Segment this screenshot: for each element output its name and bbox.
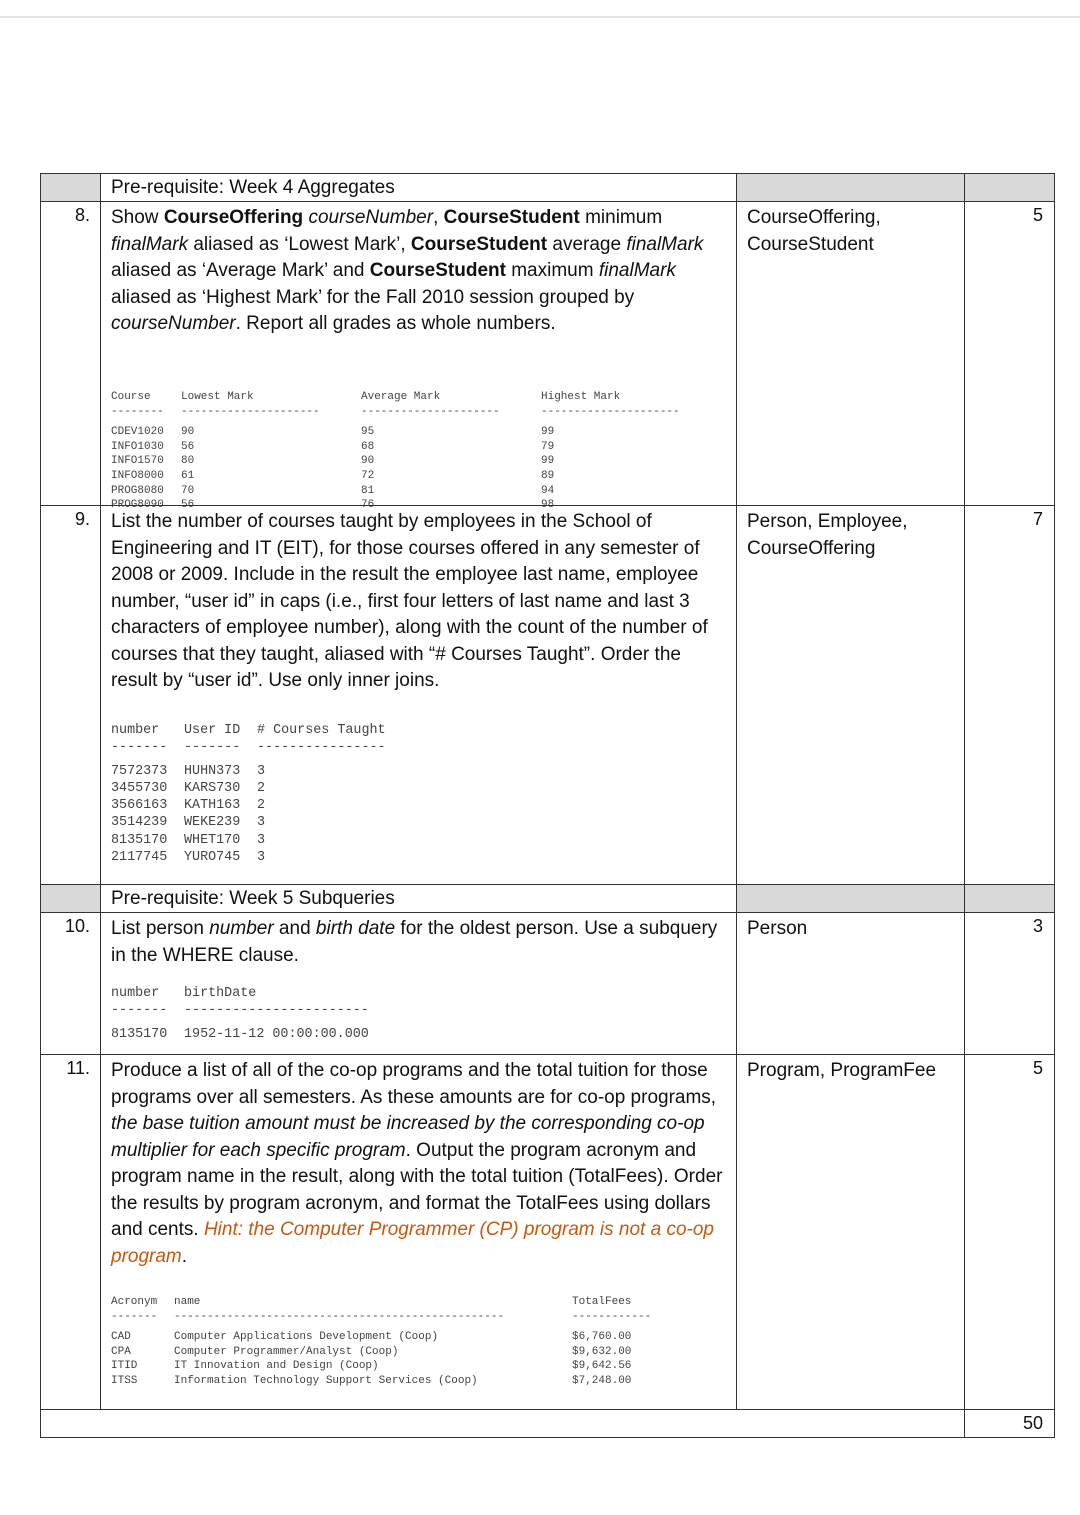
output-cell: number <box>111 986 160 1001</box>
output-cell: -------- <box>111 405 164 418</box>
output-cell: 61 <box>181 469 195 482</box>
output-cell: birthDate <box>184 986 257 1001</box>
output-cell: 70 <box>181 484 195 497</box>
output-cell: CPA <box>111 1345 131 1358</box>
text-segment: . <box>181 1245 188 1267</box>
text-segment: minimum <box>579 207 663 228</box>
text-segment: aliased as ‘Lowest Mark’, <box>188 233 411 255</box>
output-header <box>111 722 407 739</box>
question-text <box>111 205 726 338</box>
output-cell: name <box>174 1296 201 1308</box>
sample-output <box>111 1295 672 1389</box>
output-cell: 2 <box>257 780 266 796</box>
tables-used: Person <box>747 918 808 939</box>
output-cell: 95 <box>361 426 375 439</box>
output-cell: Lowest Mark <box>181 391 254 403</box>
output-separator <box>111 739 407 756</box>
output-row <box>111 763 407 780</box>
output-cell: $6,760.00 <box>572 1331 632 1344</box>
question-row <box>40 912 1055 1055</box>
output-row <box>111 814 407 831</box>
text-segment: Show <box>111 207 164 228</box>
output-row <box>111 1359 672 1374</box>
text-segment: and <box>273 918 316 939</box>
output-cell: ----------------------- <box>184 1003 369 1019</box>
text-segment: Hint: the Computer Programmer (CP) program is not a co-op program <box>111 1219 714 1267</box>
output-cell: 3 <box>257 763 266 779</box>
output-cell: Acronym <box>111 1296 158 1308</box>
output-cell: Highest Mark <box>541 391 621 403</box>
prereq-row-week4 <box>40 173 1055 202</box>
output-row <box>111 469 721 484</box>
output-header <box>111 390 721 405</box>
output-cell: ITID <box>111 1360 138 1373</box>
output-header <box>111 985 414 1002</box>
output-cell: 8135170 <box>111 1026 168 1042</box>
output-cell: WEKE239 <box>184 815 241 831</box>
output-cell: Information Technology Support Services (Coop) <box>174 1374 478 1387</box>
text-segment: , <box>433 207 444 228</box>
output-cell: 80 <box>181 455 195 468</box>
output-row <box>111 1330 672 1345</box>
output-row <box>111 1026 414 1043</box>
output-cell: --------------------- <box>361 405 500 418</box>
output-cell: 7572373 <box>111 763 168 779</box>
output-cell: 3 <box>257 815 266 831</box>
output-cell: Course <box>111 391 151 403</box>
question-number: 8. <box>74 205 90 225</box>
question-points: 3 <box>1032 916 1043 936</box>
output-cell: 3 <box>257 832 266 848</box>
output-cell: Average Mark <box>361 391 441 403</box>
output-cell: 2 <box>257 798 266 814</box>
output-cell: --------------------- <box>181 405 320 418</box>
output-cell: number <box>111 723 160 738</box>
question-number: 9. <box>74 509 90 529</box>
output-cell: 8135170 <box>111 832 168 848</box>
output-cell: ------- <box>184 740 241 756</box>
output-cell: IT Innovation and Design (Coop) <box>174 1360 379 1373</box>
output-cell: $9,632.00 <box>572 1345 632 1358</box>
output-row <box>111 797 407 814</box>
output-cell: $7,248.00 <box>572 1374 632 1387</box>
output-cell: Computer Programmer/Analyst (Coop) <box>174 1345 399 1358</box>
tables-used: Person, Employee, CourseOffering <box>747 511 908 559</box>
tables-used: Program, ProgramFee <box>747 1060 937 1081</box>
top-bar <box>0 0 1080 18</box>
sample-output <box>111 985 414 1043</box>
text-segment: average <box>547 233 627 255</box>
output-cell: 56 <box>181 499 195 512</box>
output-cell: 94 <box>541 484 555 497</box>
output-cell: 1952-11-12 00:00:00.000 <box>184 1026 369 1042</box>
output-cell: $9,642.56 <box>572 1360 632 1373</box>
text-segment: finalMark <box>111 233 189 255</box>
output-cell: WHET170 <box>184 832 241 848</box>
output-cell: 89 <box>541 469 555 482</box>
output-row <box>111 484 721 499</box>
output-cell: 76 <box>361 499 375 512</box>
total-points: 50 <box>1022 1413 1043 1433</box>
output-cell: 2117745 <box>111 850 168 866</box>
output-cell: 90 <box>361 455 375 468</box>
output-cell: TotalFees <box>572 1296 632 1308</box>
question-text <box>111 509 726 695</box>
output-cell: --------------------- <box>541 405 680 418</box>
output-separator <box>111 405 721 420</box>
output-cell: 3 <box>257 850 266 866</box>
question-row <box>40 1054 1055 1410</box>
output-cell: 99 <box>541 426 555 439</box>
output-separator <box>111 1310 672 1325</box>
text-segment: courseNumber <box>308 207 434 228</box>
output-cell: PROG8080 <box>111 484 164 497</box>
output-cell: 98 <box>541 499 555 512</box>
text-segment: the base tuition amount must be increased by the corresponding co-op multiplier for each specific program <box>111 1113 705 1161</box>
output-cell: KARS730 <box>184 780 241 796</box>
prereq-row-week5 <box>40 884 1055 913</box>
text-segment: finalMark <box>626 233 704 255</box>
output-row <box>111 849 407 866</box>
prereq-label: Pre-requisite: Week 4 Aggregates <box>111 177 395 198</box>
output-cell: 90 <box>181 426 195 439</box>
sample-output <box>111 722 407 866</box>
text-segment: . Report all grades as whole numbers. <box>235 313 556 334</box>
output-cell: 3455730 <box>111 780 168 796</box>
output-cell: KATH163 <box>184 798 241 814</box>
question-text <box>111 1058 726 1270</box>
output-cell: 81 <box>361 484 375 497</box>
question-number: 10. <box>64 916 90 936</box>
output-cell: INFO8000 <box>111 469 164 482</box>
output-row <box>111 425 721 440</box>
output-row <box>111 1374 672 1389</box>
text-segment: number <box>209 918 274 939</box>
text-segment: finalMark <box>598 260 676 281</box>
output-cell: INFO1570 <box>111 455 164 468</box>
text-segment: CourseOffering <box>163 207 304 228</box>
text-segment: Produce a list of all of the co-op programs and the total tuition for those programs over all semesters. As these amounts are for co-op programs, <box>111 1060 717 1108</box>
output-cell: 79 <box>541 440 555 453</box>
text-segment: courseNumber <box>111 313 236 334</box>
output-cell: ---------------- <box>257 740 386 756</box>
output-cell: # Courses Taught <box>257 723 386 738</box>
output-cell: Computer Applications Development (Coop) <box>174 1331 439 1344</box>
text-segment: CourseStudent <box>369 260 506 281</box>
output-cell: 72 <box>361 469 375 482</box>
question-text <box>111 916 726 969</box>
output-cell: 68 <box>361 440 375 453</box>
output-header <box>111 1295 672 1310</box>
output-row <box>111 1345 672 1360</box>
output-cell: ------- <box>111 1003 168 1019</box>
text-segment: CourseStudent <box>443 207 580 228</box>
output-cell: User ID <box>184 723 241 738</box>
question-row <box>40 201 1055 512</box>
prereq-label: Pre-requisite: Week 5 Subqueries <box>111 888 395 909</box>
sample-output <box>111 390 721 513</box>
output-cell: ------------ <box>572 1310 652 1323</box>
text-segment: CourseStudent <box>410 233 548 255</box>
text-segment: for the oldest person. Use a subquery in the WHERE clause. <box>111 918 718 966</box>
text-segment: List person <box>111 918 210 939</box>
text-segment: maximum <box>505 260 599 281</box>
output-cell: 56 <box>181 440 195 453</box>
output-cell: -------------------------------------------------- <box>174 1310 505 1323</box>
question-row <box>40 505 1055 885</box>
output-cell: PROG8090 <box>111 499 164 512</box>
output-cell: 3566163 <box>111 798 168 814</box>
question-points: 5 <box>1032 205 1043 225</box>
output-cell: 3514239 <box>111 815 168 831</box>
output-cell: INFO1030 <box>111 440 164 453</box>
output-cell: CDEV1020 <box>111 426 164 439</box>
output-row <box>111 780 407 797</box>
output-cell: HUHN373 <box>184 763 241 779</box>
text-segment: List the number of courses taught by employees in the School of Engineering and IT (EIT), for those courses offered in any semester of 2008 or 2009. Include in the result the employee last name, employee number, “user id” in caps (i.e., first four letters of last name and last 3 characters of employee number), along with the count of the number of courses that they taught, aliased with “# Courses Taught”. Order the result by “user id”. Use only inner joins. <box>111 511 708 691</box>
output-row <box>111 832 407 849</box>
text-segment: birth date <box>315 918 396 939</box>
output-cell: 99 <box>541 455 555 468</box>
output-cell: ------- <box>111 740 168 756</box>
output-row <box>111 454 721 469</box>
text-segment: . Output the program acronym and program name in the result, along with the total tuition (TotalFees). Order the results by program acronym, and format the TotalFees using dollars and cents. <box>111 1139 723 1240</box>
question-points: 7 <box>1032 509 1043 529</box>
output-cell: CAD <box>111 1331 131 1344</box>
output-separator <box>111 1002 414 1019</box>
question-points: 5 <box>1032 1058 1043 1078</box>
total-row <box>40 1409 1055 1438</box>
text-segment: aliased as ‘Average Mark’ and <box>111 260 370 281</box>
output-cell: ITSS <box>111 1374 138 1387</box>
tables-used: CourseOffering, CourseStudent <box>747 207 881 255</box>
output-cell: YURO745 <box>184 850 241 866</box>
question-number: 11. <box>66 1058 90 1078</box>
output-row <box>111 440 721 455</box>
output-cell: ------- <box>111 1310 158 1323</box>
text-segment: aliased as ‘Highest Mark’ for the Fall 2010 session grouped by <box>111 286 635 308</box>
